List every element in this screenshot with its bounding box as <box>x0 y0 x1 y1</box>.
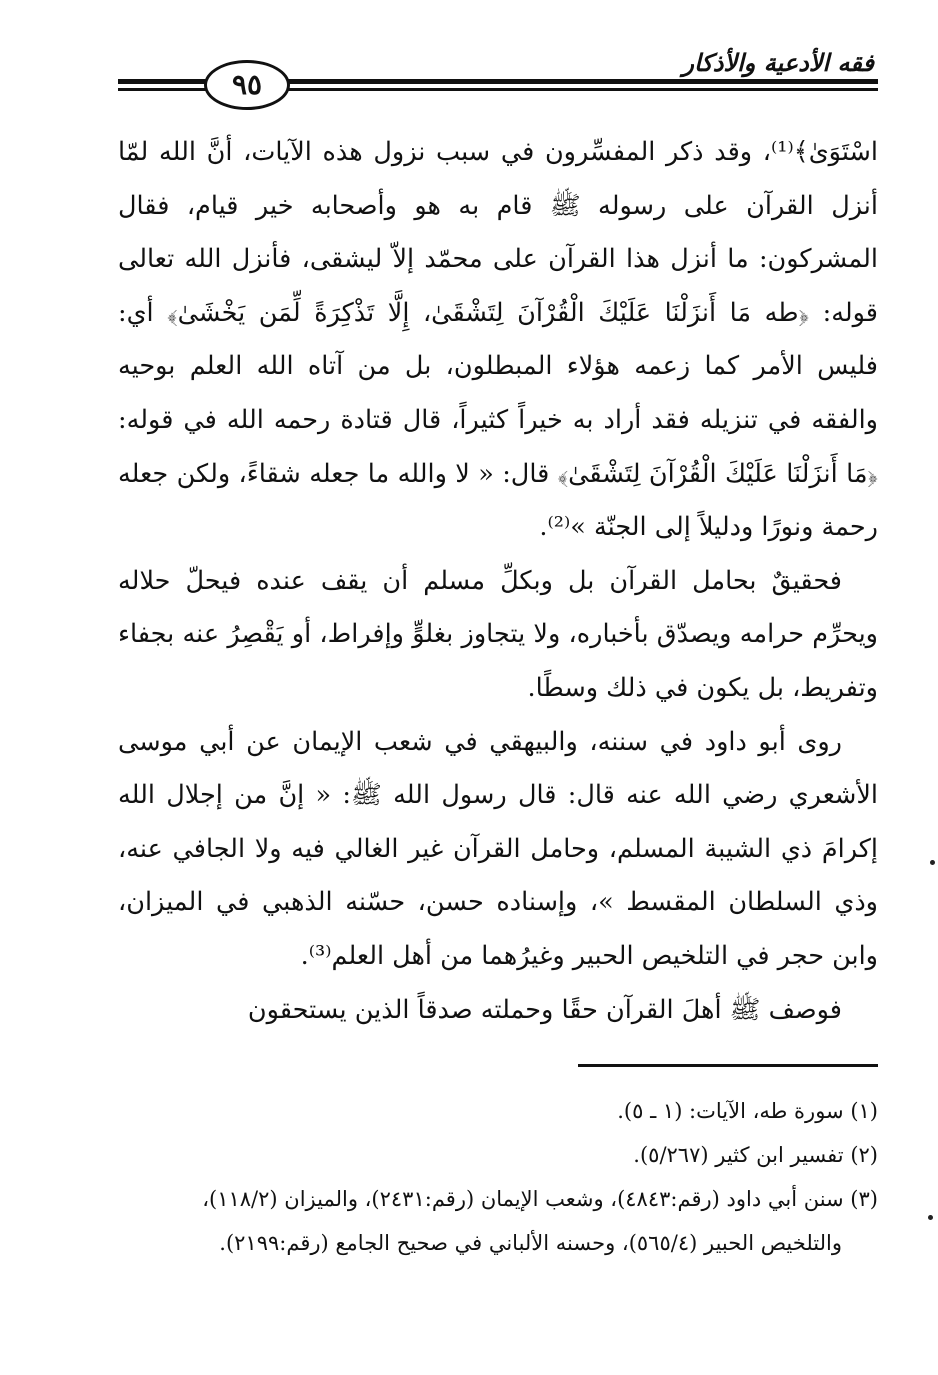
paragraph-2: فحقيقٌ بحامل القرآن بل وبكلِّ مسلم أن يقف عنده فيحلّ حلاله ويحرِّم حرامه ويصدّق بأخباره، ولا يتجاوز بغلوٍّ وإفراط، أو يَقْصِرُ عنه بجفاء وتفريط، بل يكون في ذلك وسطًا. <box>118 565 878 703</box>
scan-speck <box>930 860 935 865</box>
page-number: ٩٥ <box>204 60 290 110</box>
footnote-3-continued: والتلخيص الحبير (٥٦٥/٤)، وحسنه الألباني في صحيح الجامع (رقم:٢١٩٩). <box>219 1231 842 1255</box>
footnote-1: (١) سورة طه، الآيات: (١ ـ ٥). <box>617 1099 878 1123</box>
running-title: فقه الأدعية والأذكار <box>682 48 874 77</box>
footnote-2: (٢) تفسير ابن كثير (٥/٢٦٧). <box>633 1143 878 1167</box>
footnote-separator <box>578 1064 878 1067</box>
main-text <box>118 126 878 1037</box>
paragraph-4: فوصف ﷺ أهلَ القرآن حقًا وحملته صدقاً الذين يستحقون <box>247 994 842 1025</box>
footnotes <box>118 1092 878 1268</box>
paragraph-3: روى أبو داود في سننه، والبيهقي في شعب الإيمان عن أبي موسى الأشعري رضي الله عنه قال: قال رسول الله ﷺ: « إنَّ من إجلال الله إكرامَ ذي الشيبة المسلم، وحامل القرآن غير الغالي فيه ولا الجافي عنه، وذي السلطان المقسط »، وإسناده حسن، حسّنه الذهبي في الميزان، وابن حجر في التلخيص الحبير وغيرُهما من أهل العلم⁽³⁾. <box>118 726 878 971</box>
paragraph-1: اسْتَوَىٰ﴾⁽¹⁾، وقد ذكر المفسِّرون في سبب نزول هذه الآيات، أنَّ الله لمّا أنزل القرآن على رسوله ﷺ قام به هو وأصحابه خير قيام، فقال المشركون: ما أنزل هذا القرآن على محمّد إلاّ ليشقى، فأنزل الله تعالى قوله: ﴿طه مَا أَنزَلْنَا عَلَيْكَ الْقُرْآنَ لِتَشْقَىٰ، إِلَّا تَذْكِرَةً لِّمَن يَخْشَىٰ﴾ أي: فليس الأمر كما زعمه هؤلاء المبطلون، بل من آتاه الله العلم بوحيه والفقه في تنزيله فقد أراد به خيراً كثيراً، قال قتادة رحمه الله في قوله: ﴿مَا أَنزَلْنَا عَلَيْكَ الْقُرْآنَ لِتَشْقَىٰ﴾ قال: « لا والله ما جعله شقاءً، ولكن جعله رحمة ونورًا ودليلاً إلى الجنّة »⁽²⁾. <box>118 137 878 543</box>
scan-speck <box>928 1215 933 1220</box>
footnote-3: (٣) سنن أبي داود (رقم:٤٨٤٣)، وشعب الإيمان (رقم:٢٤٣١)، والميزان (١١٨/٢)، <box>202 1187 878 1211</box>
